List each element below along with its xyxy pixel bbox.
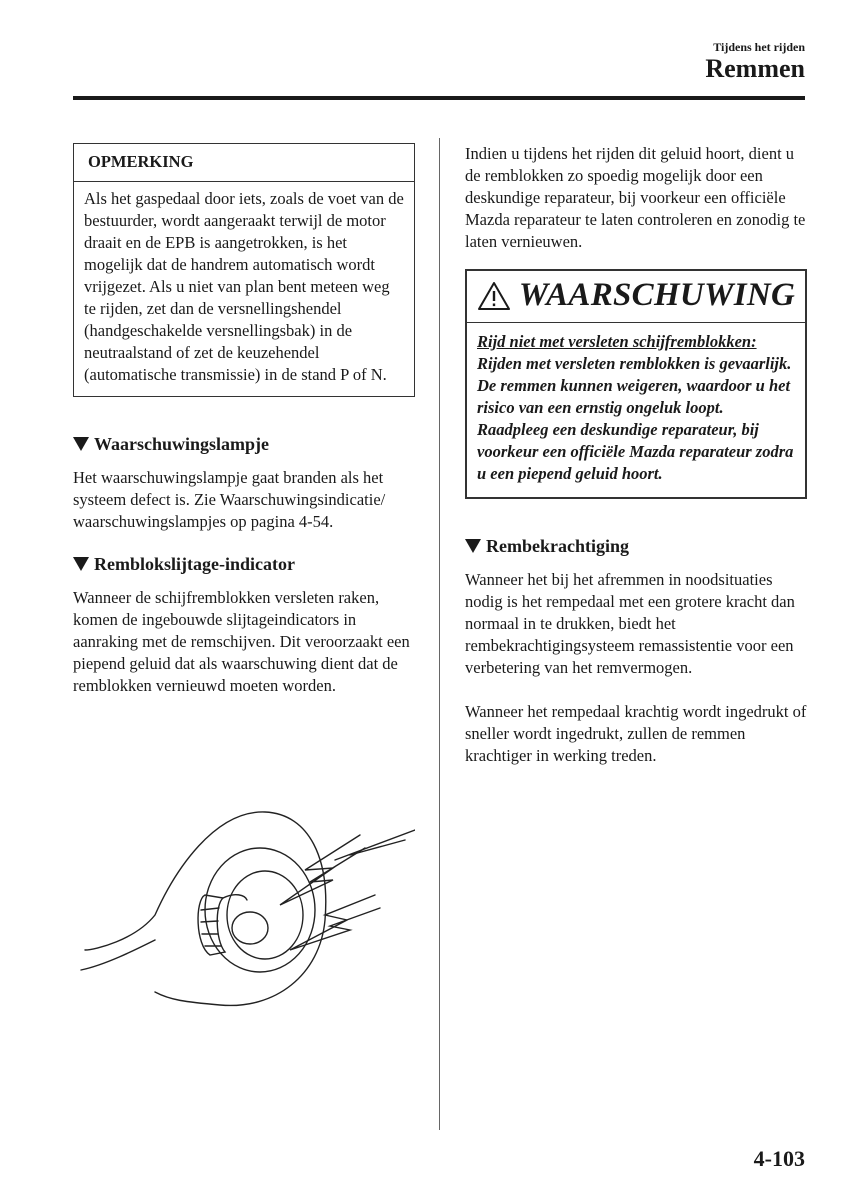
note-body: Als het gaspedaal door iets, zoals de voet van de bestuurder, wordt aangeraakt terwijl de motor draait en de EPB is aangetrokken, is het mogelijk dat de handrem automatisch wordt vrijgezet. Als u niet van plan bent meteen weg te rijden, zet dan de versnellingshendel (handgeschakelde versnellingsbak) in de neutraalstand of zet de keuzehendel (automatische transmissie) in de stand P of N. <box>84 189 404 384</box>
triangle-bullet-icon <box>73 437 89 451</box>
header-rule <box>73 96 805 100</box>
warning-title: Rijd niet met versleten schijfremblokken: <box>477 332 757 351</box>
note-box <box>73 143 415 397</box>
right-column <box>465 143 807 767</box>
section-body-remblokslijtage: Wanneer de schijfremblokken versleten raken, komen de ingebouwde slijtageindicators in aanraking met de remschijven. Dit veroorzaakt een piepend geluid dat als waarschuwing dient dat de remblokken vernieuwd moeten worden. <box>73 588 410 695</box>
section-label: Tijdens het rijden <box>713 40 805 54</box>
warning-heading: WAARSCHUWING <box>518 277 796 313</box>
triangle-bullet-icon <box>73 557 89 571</box>
section-heading-remblokslijtage: Remblokslijtage-indicator <box>73 553 415 575</box>
section-body-rembekrachtiging-2: Wanneer het rempedaal krachtig wordt ingedrukt of sneller wordt ingedrukt, zullen de remmen krachtiger in werking treden. <box>465 702 807 765</box>
column-divider <box>439 138 440 1130</box>
triangle-bullet-icon <box>465 539 481 553</box>
right-intro: Indien u tijdens het rijden dit geluid hoort, dient u de remblokken zo spoedig mogelijk door een deskundige reparateur, bij voorkeur een officiële Mazda reparateur te laten controleren en zonodig te laten vernieuwen. <box>465 144 806 251</box>
warning-triangle-icon <box>477 281 511 311</box>
page-title: Remmen <box>705 54 805 83</box>
warning-box <box>465 269 807 499</box>
left-column <box>73 143 415 697</box>
section-heading-rembekrachtiging: Rembekrachtiging <box>465 535 807 557</box>
page-number: 4-103 <box>753 1146 805 1171</box>
section-heading-waarschuwingslampje: Waarschuwingslampje <box>73 433 415 455</box>
brake-disc-illustration <box>75 800 415 1020</box>
section-body-rembekrachtiging-1: Wanneer het bij het afremmen in noodsituaties nodig is het rempedaal met een grotere kracht dan normaal in te drukken, biedt het rembekrachtigingsysteem remassistentie voor een verbetering van het remvermogen. <box>465 570 795 677</box>
section-body-waarschuwingslampje: Het waarschuwingslampje gaat branden als het systeem defect is. Zie Waarschuwingsindicatie/ waarschuwingslampjes op pagina 4-54. <box>73 468 386 531</box>
warning-header <box>467 271 805 323</box>
warning-body: Rijden met versleten remblokken is gevaarlijk. De remmen kunnen weigeren, waardoor u het risico van een ernstig ongeluk loopt. Raadpleeg een deskundige reparateur, bij voorkeur een officiële Mazda reparateur zodra u een piepend geluid hoort. <box>477 354 794 483</box>
note-heading: OPMERKING <box>74 144 414 182</box>
